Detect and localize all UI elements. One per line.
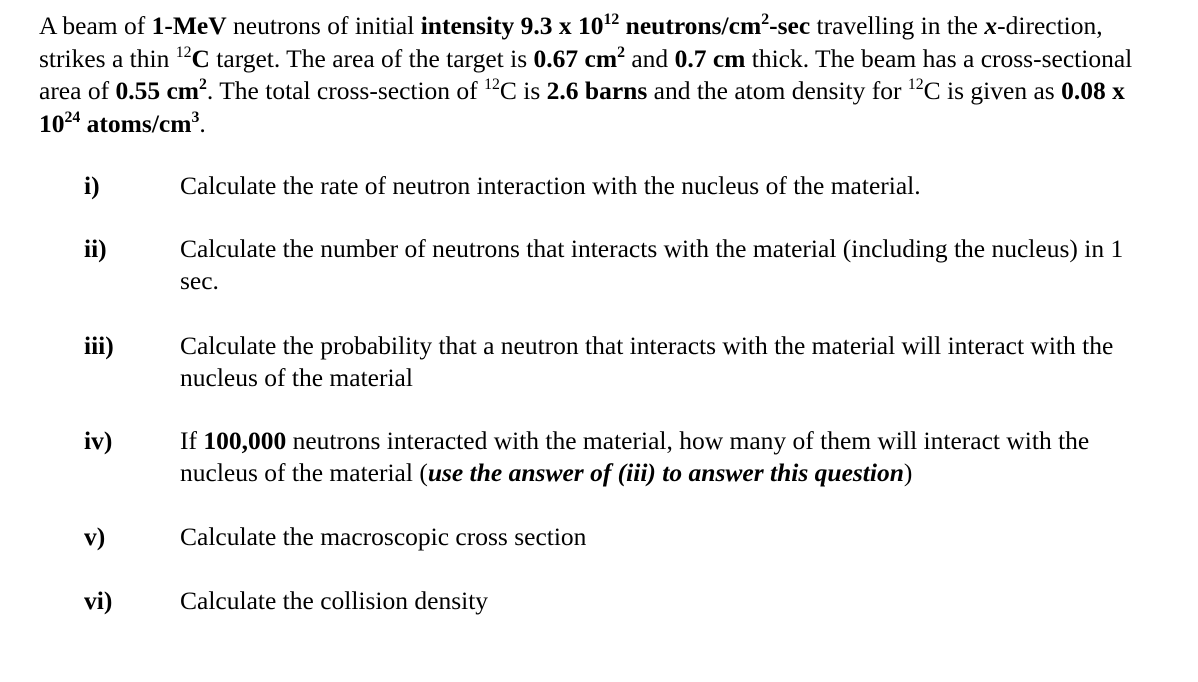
target-area-value: 0.67 cm bbox=[533, 43, 618, 73]
neutron-energy: 1-MeV bbox=[151, 11, 227, 40]
intensity-unit-suffix: -sec bbox=[769, 11, 811, 40]
intensity-exponent: 12 bbox=[603, 11, 620, 29]
question-label-i: i) bbox=[84, 171, 100, 200]
intro-text: travelling in the bbox=[810, 11, 985, 40]
beam-direction: x bbox=[984, 11, 998, 40]
question-text-iii: Calculate the probability that a neutron that interacts with the material will interact with the nucleus of the material bbox=[180, 331, 1114, 392]
intro-text: . The total cross-section of bbox=[206, 76, 485, 105]
question-label-ii: ii) bbox=[84, 234, 107, 263]
total-cross-section: 2.6 barns bbox=[546, 76, 648, 105]
intro-text: A beam of bbox=[39, 11, 152, 40]
question-text-i: Calculate the rate of neutron interaction with the nucleus of the material. bbox=[180, 171, 921, 200]
isotope-mass-number: 12 bbox=[907, 76, 924, 94]
intro-text: target. The area of the target is bbox=[209, 43, 534, 73]
question-label-iv: iv) bbox=[84, 426, 113, 455]
isotope-symbol: C bbox=[191, 43, 210, 73]
question-text-part: ) bbox=[903, 458, 913, 487]
intro-text: C is given as bbox=[923, 76, 1062, 105]
problem-statement bbox=[39, 10, 1169, 140]
question-text-part: If bbox=[180, 426, 204, 455]
question-label-vi: vi) bbox=[84, 586, 113, 615]
beam-area-exponent: 2 bbox=[199, 76, 207, 94]
beam-intensity bbox=[421, 11, 810, 40]
intro-text: -direction, strikes a thin bbox=[39, 11, 1103, 73]
question-text-part: neutrons interacted with the material, how many of them will interact with the nucleus of the material ( bbox=[180, 426, 1090, 487]
question-text-iv bbox=[180, 425, 1160, 489]
question-text-v: Calculate the macroscopic cross section bbox=[180, 522, 587, 551]
intro-text: thick. The beam has a cross-sectional area of bbox=[39, 43, 1133, 105]
atom-density-value: 0.08 x 10 bbox=[39, 76, 1125, 138]
beam-area bbox=[115, 76, 206, 105]
target-area-exponent: 2 bbox=[617, 43, 625, 61]
target-area bbox=[534, 44, 625, 73]
intensity-unit: neutrons/cm bbox=[619, 11, 762, 40]
question-label-iii: iii) bbox=[84, 331, 114, 360]
question-text-ii: Calculate the number of neutrons that interacts with the material (including the nucleus) in 1 sec. bbox=[180, 234, 1124, 295]
question-hint: use the answer of (iii) to answer this question bbox=[427, 458, 904, 487]
intro-text: and the atom density for bbox=[647, 76, 908, 105]
neutron-count: 100,000 bbox=[203, 426, 287, 455]
intro-text: and bbox=[624, 43, 675, 73]
isotope-mass-number: 12 bbox=[484, 76, 500, 94]
isotope-mass-number: 12 bbox=[175, 43, 192, 61]
atom-density-exponent: 24 bbox=[64, 108, 81, 126]
question-label-v: v) bbox=[84, 522, 106, 551]
beam-area-value: 0.55 cm bbox=[115, 76, 200, 105]
target-thickness: 0.7 cm bbox=[674, 43, 746, 73]
atom-density-unit-exponent: 3 bbox=[191, 108, 200, 126]
intensity-unit-exponent: 2 bbox=[761, 11, 770, 29]
atom-density-unit: atoms/cm bbox=[80, 108, 192, 138]
intro-text: . bbox=[199, 108, 206, 138]
intensity-value: intensity 9.3 x 10 bbox=[420, 11, 604, 40]
intro-text: C is bbox=[499, 76, 547, 105]
intro-text: neutrons of initial bbox=[226, 11, 421, 40]
question-text-vi: Calculate the collision density bbox=[180, 586, 489, 615]
